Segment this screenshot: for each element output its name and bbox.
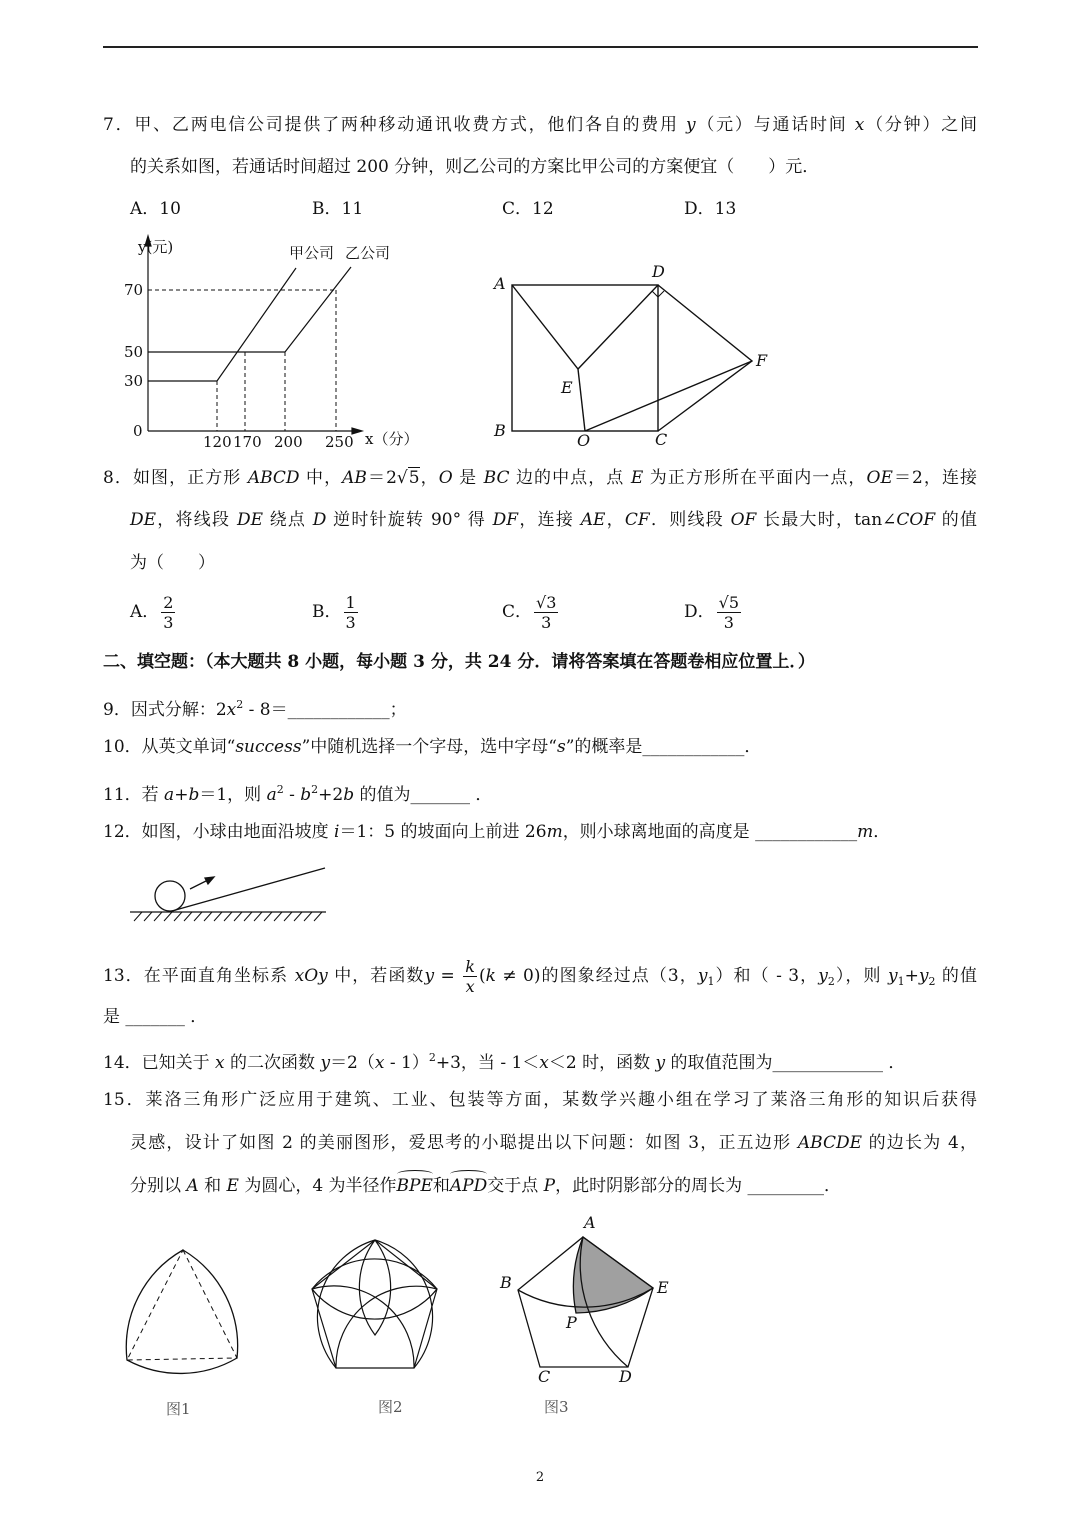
option-label: B． (312, 199, 342, 219)
slope-line (172, 868, 325, 911)
math-variable: s (556, 737, 566, 757)
math-variable: COF (896, 510, 936, 530)
x-tick: 200 (274, 433, 303, 451)
text-run: 和 (198, 1176, 227, 1196)
q8-option-a[interactable] (130, 593, 177, 632)
radicand: 5 (408, 468, 420, 488)
text-run: 12．如图，小球由地面沿坡度 (103, 822, 335, 842)
q11-line (103, 778, 977, 807)
arrow-head-icon (205, 877, 214, 884)
math-variable: DE (236, 510, 263, 530)
text-run: - (283, 785, 301, 805)
text-run: = (434, 966, 462, 986)
math-variable: a (164, 785, 175, 805)
q12-line (103, 820, 977, 844)
option-label: A． (130, 602, 160, 622)
guide-lines (148, 290, 336, 431)
text-run: 11．若 (103, 785, 165, 805)
y-tick: 0 (133, 422, 143, 440)
text-run: 是 _______ ． (103, 1007, 208, 1027)
q8-option-d[interactable] (684, 593, 743, 632)
option-value: 11 (341, 199, 364, 219)
superscript: 2 (276, 783, 284, 796)
denominator: 3 (541, 613, 552, 632)
math-variable: y (320, 1053, 331, 1073)
text-run: 中， (299, 468, 343, 488)
text-run: 交于点 (487, 1176, 544, 1196)
math-variable: y (686, 115, 696, 135)
text-run: ，连接 (518, 510, 581, 530)
option-label: D． (684, 602, 715, 622)
text-run: 分别以 (130, 1176, 187, 1196)
segment-eo (578, 369, 585, 431)
y-tick: 50 (124, 343, 144, 361)
math-variable: E (226, 1176, 239, 1196)
option-fraction (161, 593, 175, 632)
figure-caption-1: 图1 (166, 1400, 191, 1418)
math-variable: OE (866, 468, 893, 488)
math-variable: E (630, 468, 644, 488)
option-label: B． (312, 602, 342, 622)
y-axis-label: y(元) (138, 238, 174, 256)
denominator: 3 (345, 613, 356, 632)
page-number: 2 (535, 1470, 545, 1485)
math-variable: y (888, 966, 898, 986)
q8-line-2 (130, 508, 977, 532)
text-run: +3，当 - 1＜ (435, 1053, 540, 1073)
text-run: 为圆心，4 为半径作 (238, 1176, 397, 1196)
math-variable: y (655, 1053, 666, 1073)
text-run: 中，若函数 (327, 966, 425, 986)
numerator: 2 (163, 593, 174, 612)
figure-caption-2: 图2 (378, 1398, 403, 1416)
point-label-c: C (655, 430, 668, 449)
square-figure (512, 285, 752, 431)
text-run: + (904, 966, 919, 986)
text-run: 长最大时，tan∠ (756, 510, 897, 530)
text-run: ，则小球离地面的高度是 ____________ (562, 822, 858, 842)
option-value: 10 (159, 199, 181, 219)
numerator: √3 (536, 593, 557, 612)
point-label-c: C (538, 1367, 551, 1386)
math-variable: x (539, 1053, 549, 1073)
text-run: 13．在平面直角坐标系 (103, 966, 295, 986)
point-label-a: A (584, 1213, 596, 1232)
math-variable: x (215, 1053, 225, 1073)
numerator: √5 (718, 593, 740, 612)
text-run: 9．因式分解：2 (103, 700, 227, 720)
text-run: ＝2（ (330, 1053, 375, 1073)
point-label-f: F (756, 351, 768, 370)
math-variable: O (438, 468, 453, 488)
math-variable: CF (624, 510, 650, 530)
text-run: ， (419, 468, 439, 488)
y-tick: 70 (124, 281, 144, 299)
point-label-p: P (566, 1313, 577, 1332)
cost-graph (145, 236, 362, 434)
point-label-b: B (500, 1273, 512, 1292)
point-label-b: B (494, 421, 506, 440)
q15-line-2 (130, 1131, 977, 1155)
reuleaux-triangle-figure (126, 1250, 237, 1373)
text-run: 的值为_______ ． (354, 785, 493, 805)
math-variable: x (226, 700, 237, 720)
text-run: 的边长为 4， (862, 1133, 978, 1153)
arc-notation: APD (449, 1176, 488, 1196)
option-label: C． (502, 199, 533, 219)
text-run: 是 (452, 468, 484, 488)
math-variable: D (312, 510, 327, 530)
math-variable: ABCDE (797, 1133, 863, 1153)
q15-line-1 (103, 1088, 977, 1112)
text-run: ＝1，则 (199, 785, 267, 805)
math-variable: i (334, 822, 340, 842)
math-variable: xOy (294, 966, 328, 986)
y-tick: 30 (124, 372, 144, 390)
text-run: + (174, 785, 189, 805)
text-run: +2 (318, 785, 344, 805)
point-label-e: E (657, 1278, 669, 1297)
math-variable: m (546, 822, 563, 842)
subscript: 2 (827, 975, 835, 988)
math-variable: b (343, 785, 355, 805)
section-heading-fill-in (103, 650, 977, 674)
option-value: 13 (714, 199, 737, 219)
figure-caption-3: 图3 (544, 1398, 569, 1416)
q8-option-b[interactable] (312, 593, 360, 632)
math-variable: b (188, 785, 200, 805)
text-run: 逆时针旋转 90° 得 (326, 510, 493, 530)
option-label: D． (684, 199, 715, 219)
superscript: 2 (236, 698, 244, 711)
text-run: 7．甲、乙两电信公司提供了两种移动通讯收费方式，他们各自的费用 (103, 115, 686, 135)
point-label-d: D (619, 1367, 632, 1386)
denominator: 3 (723, 613, 734, 632)
text-run: （元）与通话时间 (695, 115, 855, 135)
text-run: 和 (432, 1176, 450, 1196)
q8-line-1 (103, 466, 977, 490)
x-tick: 170 (233, 433, 262, 451)
option-fraction (344, 593, 358, 632)
option-fraction (717, 593, 741, 632)
q13-line-2 (103, 1005, 977, 1029)
numerator: 1 (345, 593, 356, 612)
text-run: 的值 (935, 510, 978, 530)
series-jia-label: 甲公司 (289, 244, 335, 262)
math-variable: DF (492, 510, 519, 530)
text-run: 14．已知关于 (103, 1053, 216, 1073)
arc-notation: BPE (396, 1176, 433, 1196)
point-label-o: O (577, 431, 591, 450)
math-variable: b (300, 785, 312, 805)
x-axis-label: x（分） (365, 430, 419, 448)
fraction (463, 957, 477, 996)
math-variable: P (543, 1176, 556, 1196)
numerator: k (465, 957, 475, 976)
math-variable: m (857, 822, 874, 842)
option-label: A． (130, 199, 160, 219)
math-variable: BC (483, 468, 510, 488)
text-run: - 8＝____________； (243, 700, 407, 720)
segments-ae-de (512, 285, 658, 369)
text-run: ”中随机选择一个字母，选中字母“ (301, 737, 557, 757)
math-variable: x (374, 1053, 385, 1073)
text-run: 的二次函数 (224, 1053, 321, 1073)
math-variable: A (186, 1176, 199, 1196)
text-run: 为正方形所在平面内一点， (643, 468, 867, 488)
point-label-d: D (652, 262, 665, 281)
text-run: ＝2，连接 (892, 468, 978, 488)
text-run: 15．莱洛三角形广泛应用于建筑、工业、包装等方面，某数学兴趣小组在学习了莱洛三角形的知识后获得 (103, 1090, 977, 1110)
subscript: 1 (897, 975, 905, 988)
x-tick: 250 (325, 433, 354, 451)
series-yi-line (148, 267, 351, 352)
text-run: ＝1：5 的坡面向上前进 26 (339, 822, 547, 842)
text-run: 灵感，设计了如图 2 的美丽图形，爱思考的小聪提出以下问题：如图 3，正五边形 (130, 1133, 798, 1153)
pentagon-shaded-figure (518, 1237, 653, 1367)
ground-hatch (134, 912, 322, 921)
text-run: ，将线段 (156, 510, 237, 530)
text-run: 绕点 (262, 510, 313, 530)
q15-line-3 (130, 1174, 977, 1198)
q13-line-1 (103, 957, 977, 996)
q8-line-3 (130, 551, 977, 575)
math-variable: success (235, 737, 302, 757)
segment-of (585, 361, 752, 431)
point-label-e: E (561, 378, 573, 397)
text-run: 二、填空题：（本大题共 8 小题，每小题 3 分，共 24 分．请将答案填在答题卷相应位置上．） (103, 652, 815, 672)
text-run: ≠ 0)的图象经过点（3， (495, 966, 698, 986)
text-run: - 1） (384, 1053, 429, 1073)
q14-line (103, 1046, 977, 1075)
segments-df-fc (658, 285, 752, 431)
text-run: ＜2 时，函数 (548, 1053, 656, 1073)
series-yi-label: 乙公司 (345, 244, 391, 262)
text-run: （分钟）之间 (864, 115, 978, 135)
text-run: 8．如图，正方形 (103, 468, 248, 488)
point-label-a: A (494, 274, 506, 293)
subscript: 2 (928, 975, 936, 988)
ball (155, 881, 185, 911)
q9-line (103, 693, 977, 722)
superscript: 2 (428, 1051, 436, 1064)
q8-option-c[interactable] (502, 593, 560, 632)
text-run: 10．从英文单词“ (103, 737, 236, 757)
math-variable: y (918, 966, 929, 986)
math-variable: AE (580, 510, 606, 530)
text-run: 的关系如图，若通话时间超过 200 分钟，则乙公司的方案比甲公司的方案便宜（ ）元． (130, 157, 820, 177)
math-variable: DE (130, 510, 157, 530)
math-variable: k (485, 966, 496, 986)
text-run: ），则 (834, 966, 888, 986)
text-run: ． (873, 822, 891, 842)
text-run: 边的中点，点 (509, 468, 631, 488)
math-variable: y (697, 966, 708, 986)
option-value: 12 (532, 199, 554, 219)
sqrt-expression: √5 (396, 468, 420, 488)
denominator: 3 (163, 613, 174, 632)
text-run: ）和（ - 3， (714, 966, 819, 986)
text-run: ( (478, 966, 486, 986)
text-run: ， (605, 510, 625, 530)
slope-figure (130, 868, 326, 921)
x-tick: 120 (203, 433, 232, 451)
math-variable: OF (730, 510, 757, 530)
math-variable: x (854, 115, 865, 135)
text-run: 的取值范围为_____________ ． (665, 1053, 906, 1073)
subscript: 1 (707, 975, 715, 988)
math-variable: y (818, 966, 828, 986)
math-variable: AB (342, 468, 367, 488)
text-run: ，此时阴影部分的周长为 _________． (555, 1176, 842, 1196)
option-label: C． (502, 602, 533, 622)
series-jia-line (148, 268, 296, 381)
option-fraction (534, 593, 558, 632)
superscript: 2 (311, 783, 319, 796)
text-run: ．则线段 (649, 510, 731, 530)
denominator: x (465, 977, 475, 996)
text-run: 为（ ） (130, 553, 215, 573)
text-run: ＝2 (366, 468, 397, 488)
pentagon-flower-figure (312, 1240, 437, 1368)
math-variable: ABCD (247, 468, 300, 488)
q10-line (103, 735, 977, 759)
math-variable: a (266, 785, 277, 805)
text-run: ”的概率是____________． (565, 737, 762, 757)
text-run: 的值 (935, 966, 977, 986)
math-variable: y (424, 966, 435, 986)
